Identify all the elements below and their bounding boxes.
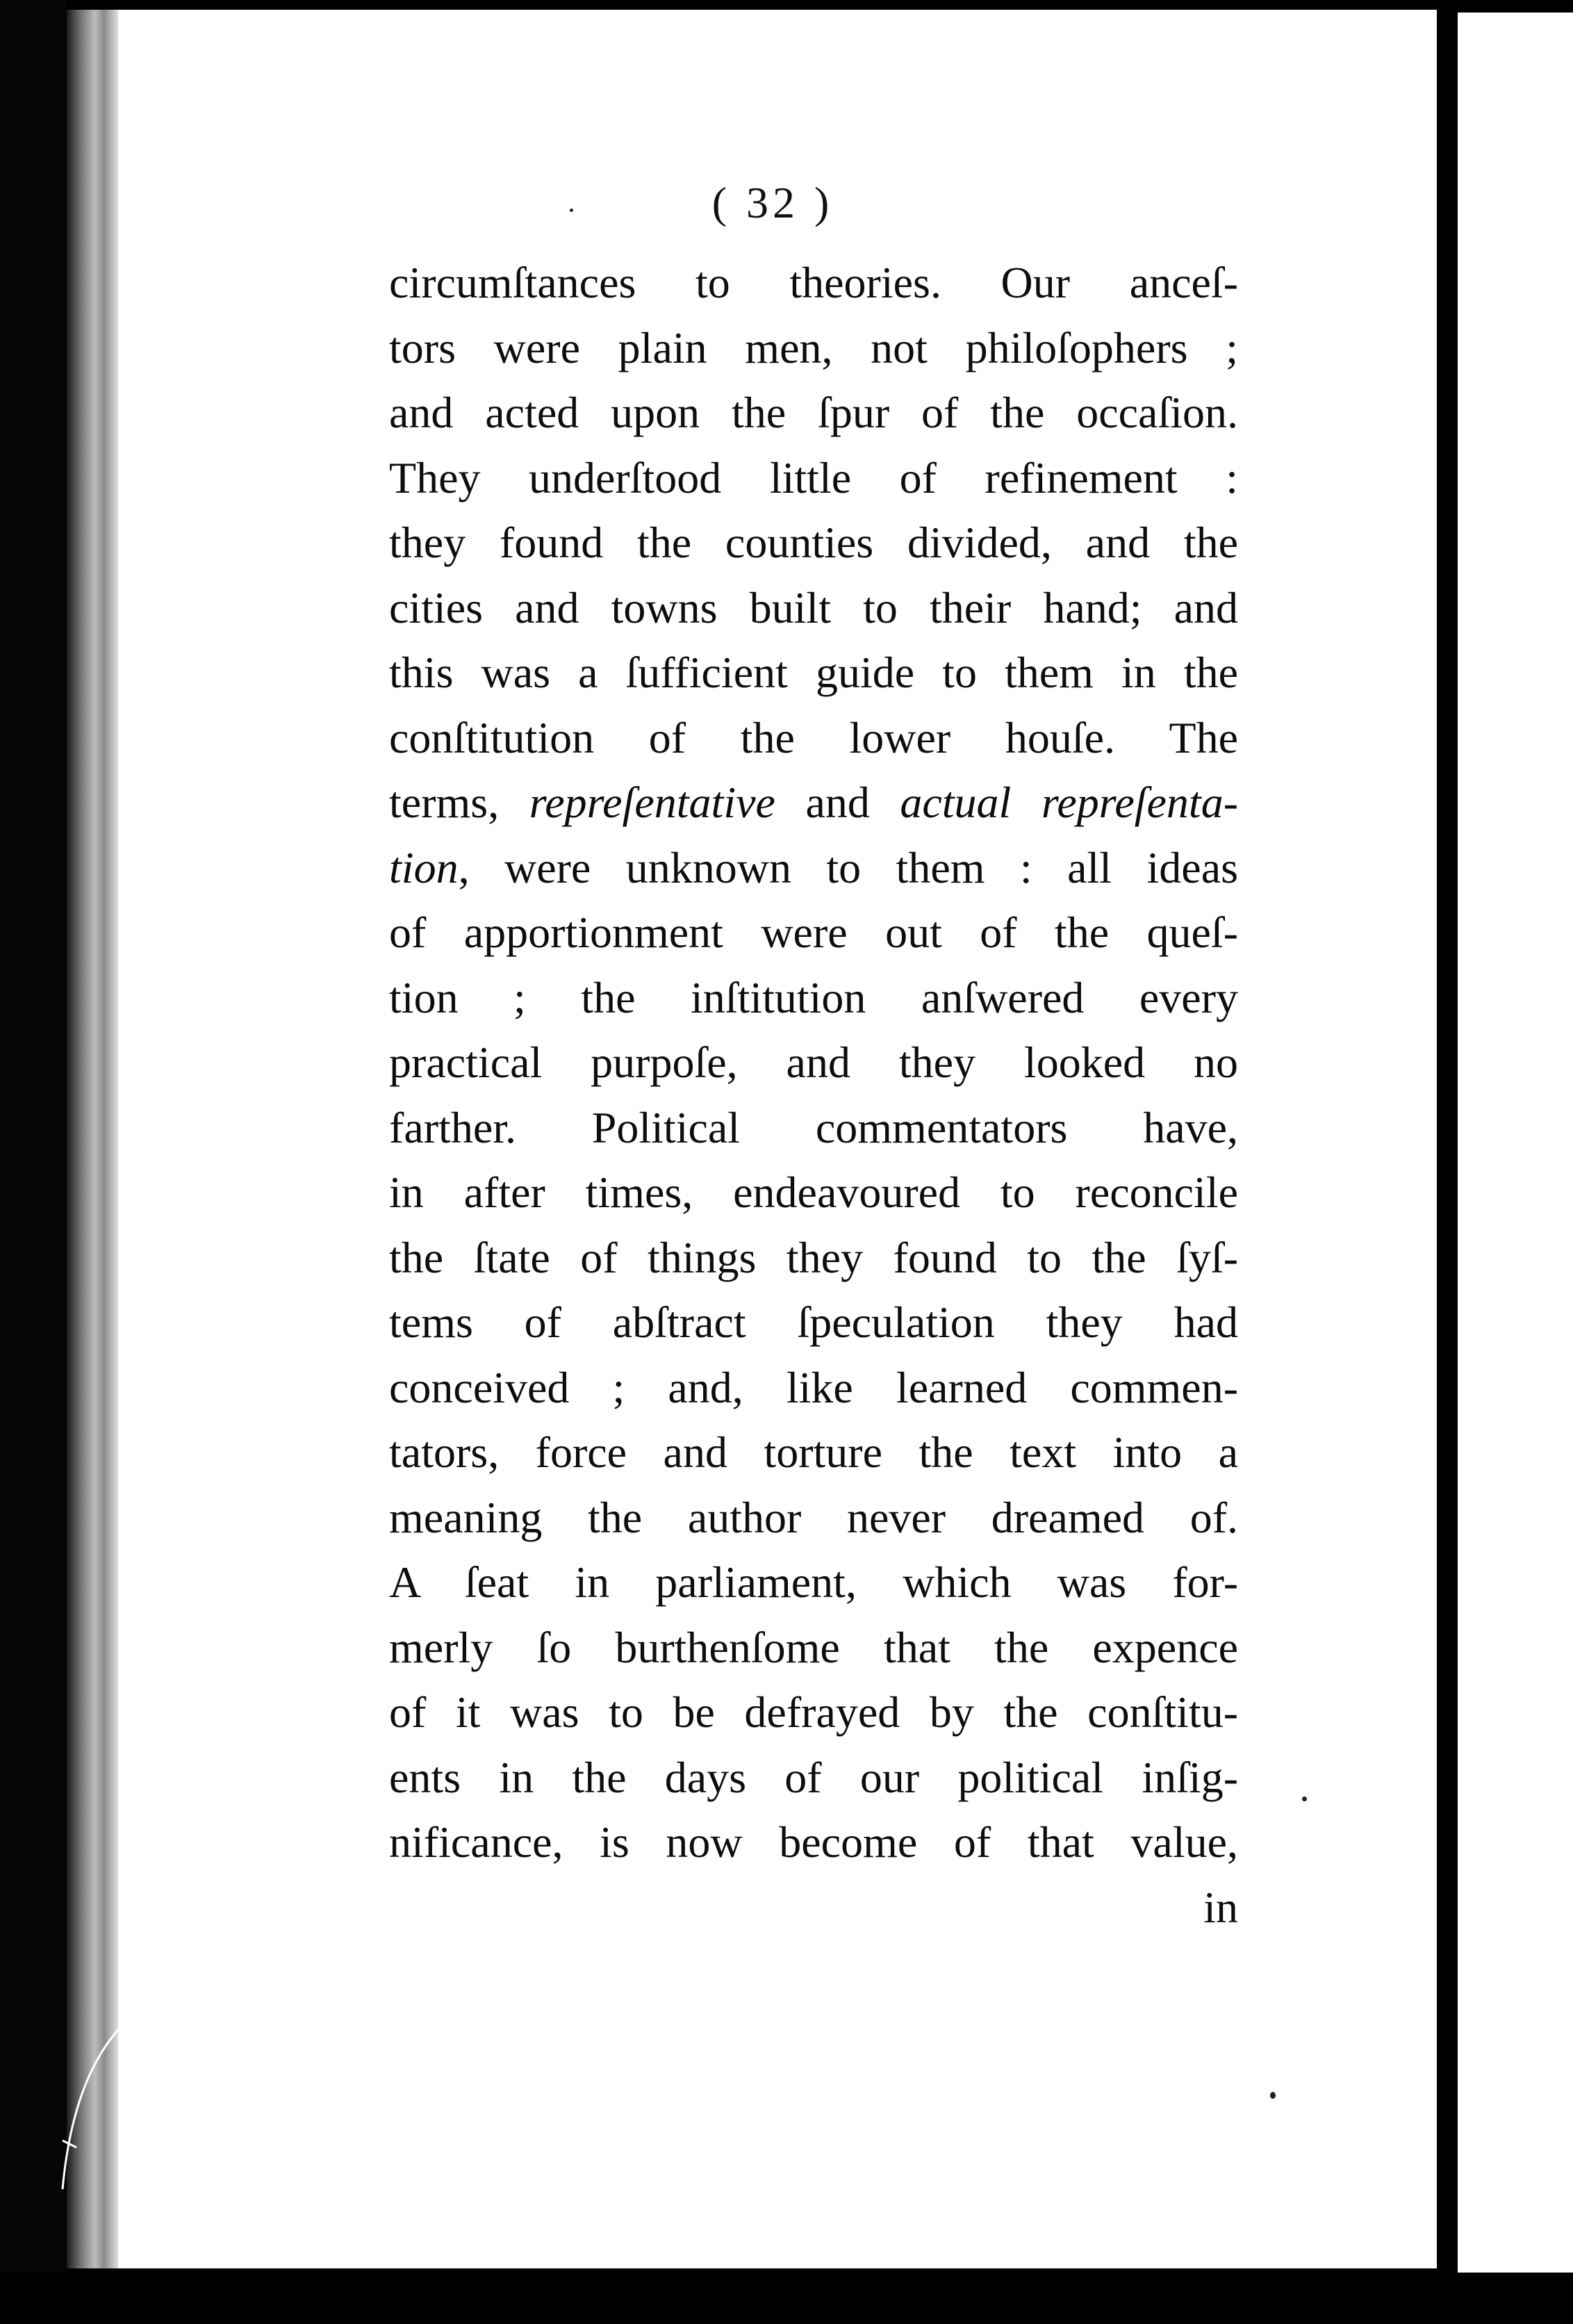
text-run: they found the counties divided, and the [389,518,1238,567]
text-line [389,1160,1238,1225]
text-run: practical purpoſe, and they looked no [389,1038,1238,1087]
text-line [389,1745,1238,1810]
text-line [389,316,1238,381]
text-line [389,640,1238,705]
text-run: conceived ; and, like learned commen- [389,1362,1238,1412]
text-run: conſtitution of the lower houſe. The [389,712,1238,762]
text-line [389,1485,1238,1550]
text-run: A ſeat in parliament, which was for- [389,1557,1238,1607]
text-line [389,1810,1238,1875]
facing-page-edge [1458,13,1573,2278]
page-separator [1437,0,1458,2324]
italic-phrase: tion [389,842,459,892]
text-run: They underſtood little of refinement : [389,452,1238,502]
text-run: and acted upon the ſpur of the occaſion. [389,388,1238,437]
text-run: of apportionment were out of the queſ- [389,908,1238,957]
text-line [389,705,1238,771]
text-run: farther. Political commentators have, [389,1102,1238,1152]
margin-pencil-mark [49,2015,132,2196]
book-binding-shadow [0,0,67,2324]
italic-phrase: actual repreſenta- [900,778,1238,827]
text-line [389,1225,1238,1291]
text-line [389,1290,1238,1355]
catchword [389,1875,1238,1940]
text-run: meaning the author never dreamed of. [389,1492,1238,1542]
text-run: the ſtate of things they found to the ſyſ- [389,1232,1238,1282]
text-line [389,1680,1238,1745]
text-line [389,380,1238,445]
text-run: tems of abſtract ſpeculation they had [389,1298,1238,1347]
text-run: ents in the days of our political inſig- [389,1752,1238,1802]
body-text [389,250,1238,1940]
page-number: ( 32 ) [711,178,834,227]
text-run: and [775,778,900,827]
text-run: tators, force and torture the text into a [389,1427,1238,1477]
ink-speck [1302,1797,1307,1801]
text-line [389,1095,1238,1161]
ink-speck [1270,2092,1276,2099]
text-run: , were unknown to them : all ideas [458,842,1238,892]
text-line [389,965,1238,1031]
text-run: cities and towns built to their hand; and [389,582,1238,632]
text-line [389,770,1238,835]
text-run: tors were plain men, not philoſophers ; [389,322,1238,373]
text-line [389,250,1238,316]
text-line [389,1550,1238,1615]
text-run: this was a ſufficient guide to them in the [389,648,1238,697]
text-line [389,900,1238,965]
italic-phrase: repreſentative [529,778,775,827]
text-run: in [1203,1882,1238,1932]
text-run: merly ſo burthenſome that the expence [389,1622,1238,1672]
text-line [389,835,1238,901]
text-line [389,445,1238,511]
text-run: circumſtances to theories. Our anceſ- [389,258,1238,307]
text-line [389,1420,1238,1485]
scan-bottom-border [0,2273,1573,2324]
text-line [389,1030,1238,1095]
text-line [389,510,1238,575]
text-run: of it was to be defrayed by the conſtitu- [389,1687,1238,1737]
text-run: nificance, is now become of that value, [389,1817,1238,1867]
text-line [389,575,1238,641]
text-line [389,1615,1238,1680]
text-run: in after times, endeavoured to reconcile [389,1168,1238,1217]
text-run: tion ; the inſtitution anſwered every [389,972,1238,1022]
text-run: terms, [389,778,529,827]
text-line [389,1355,1238,1421]
